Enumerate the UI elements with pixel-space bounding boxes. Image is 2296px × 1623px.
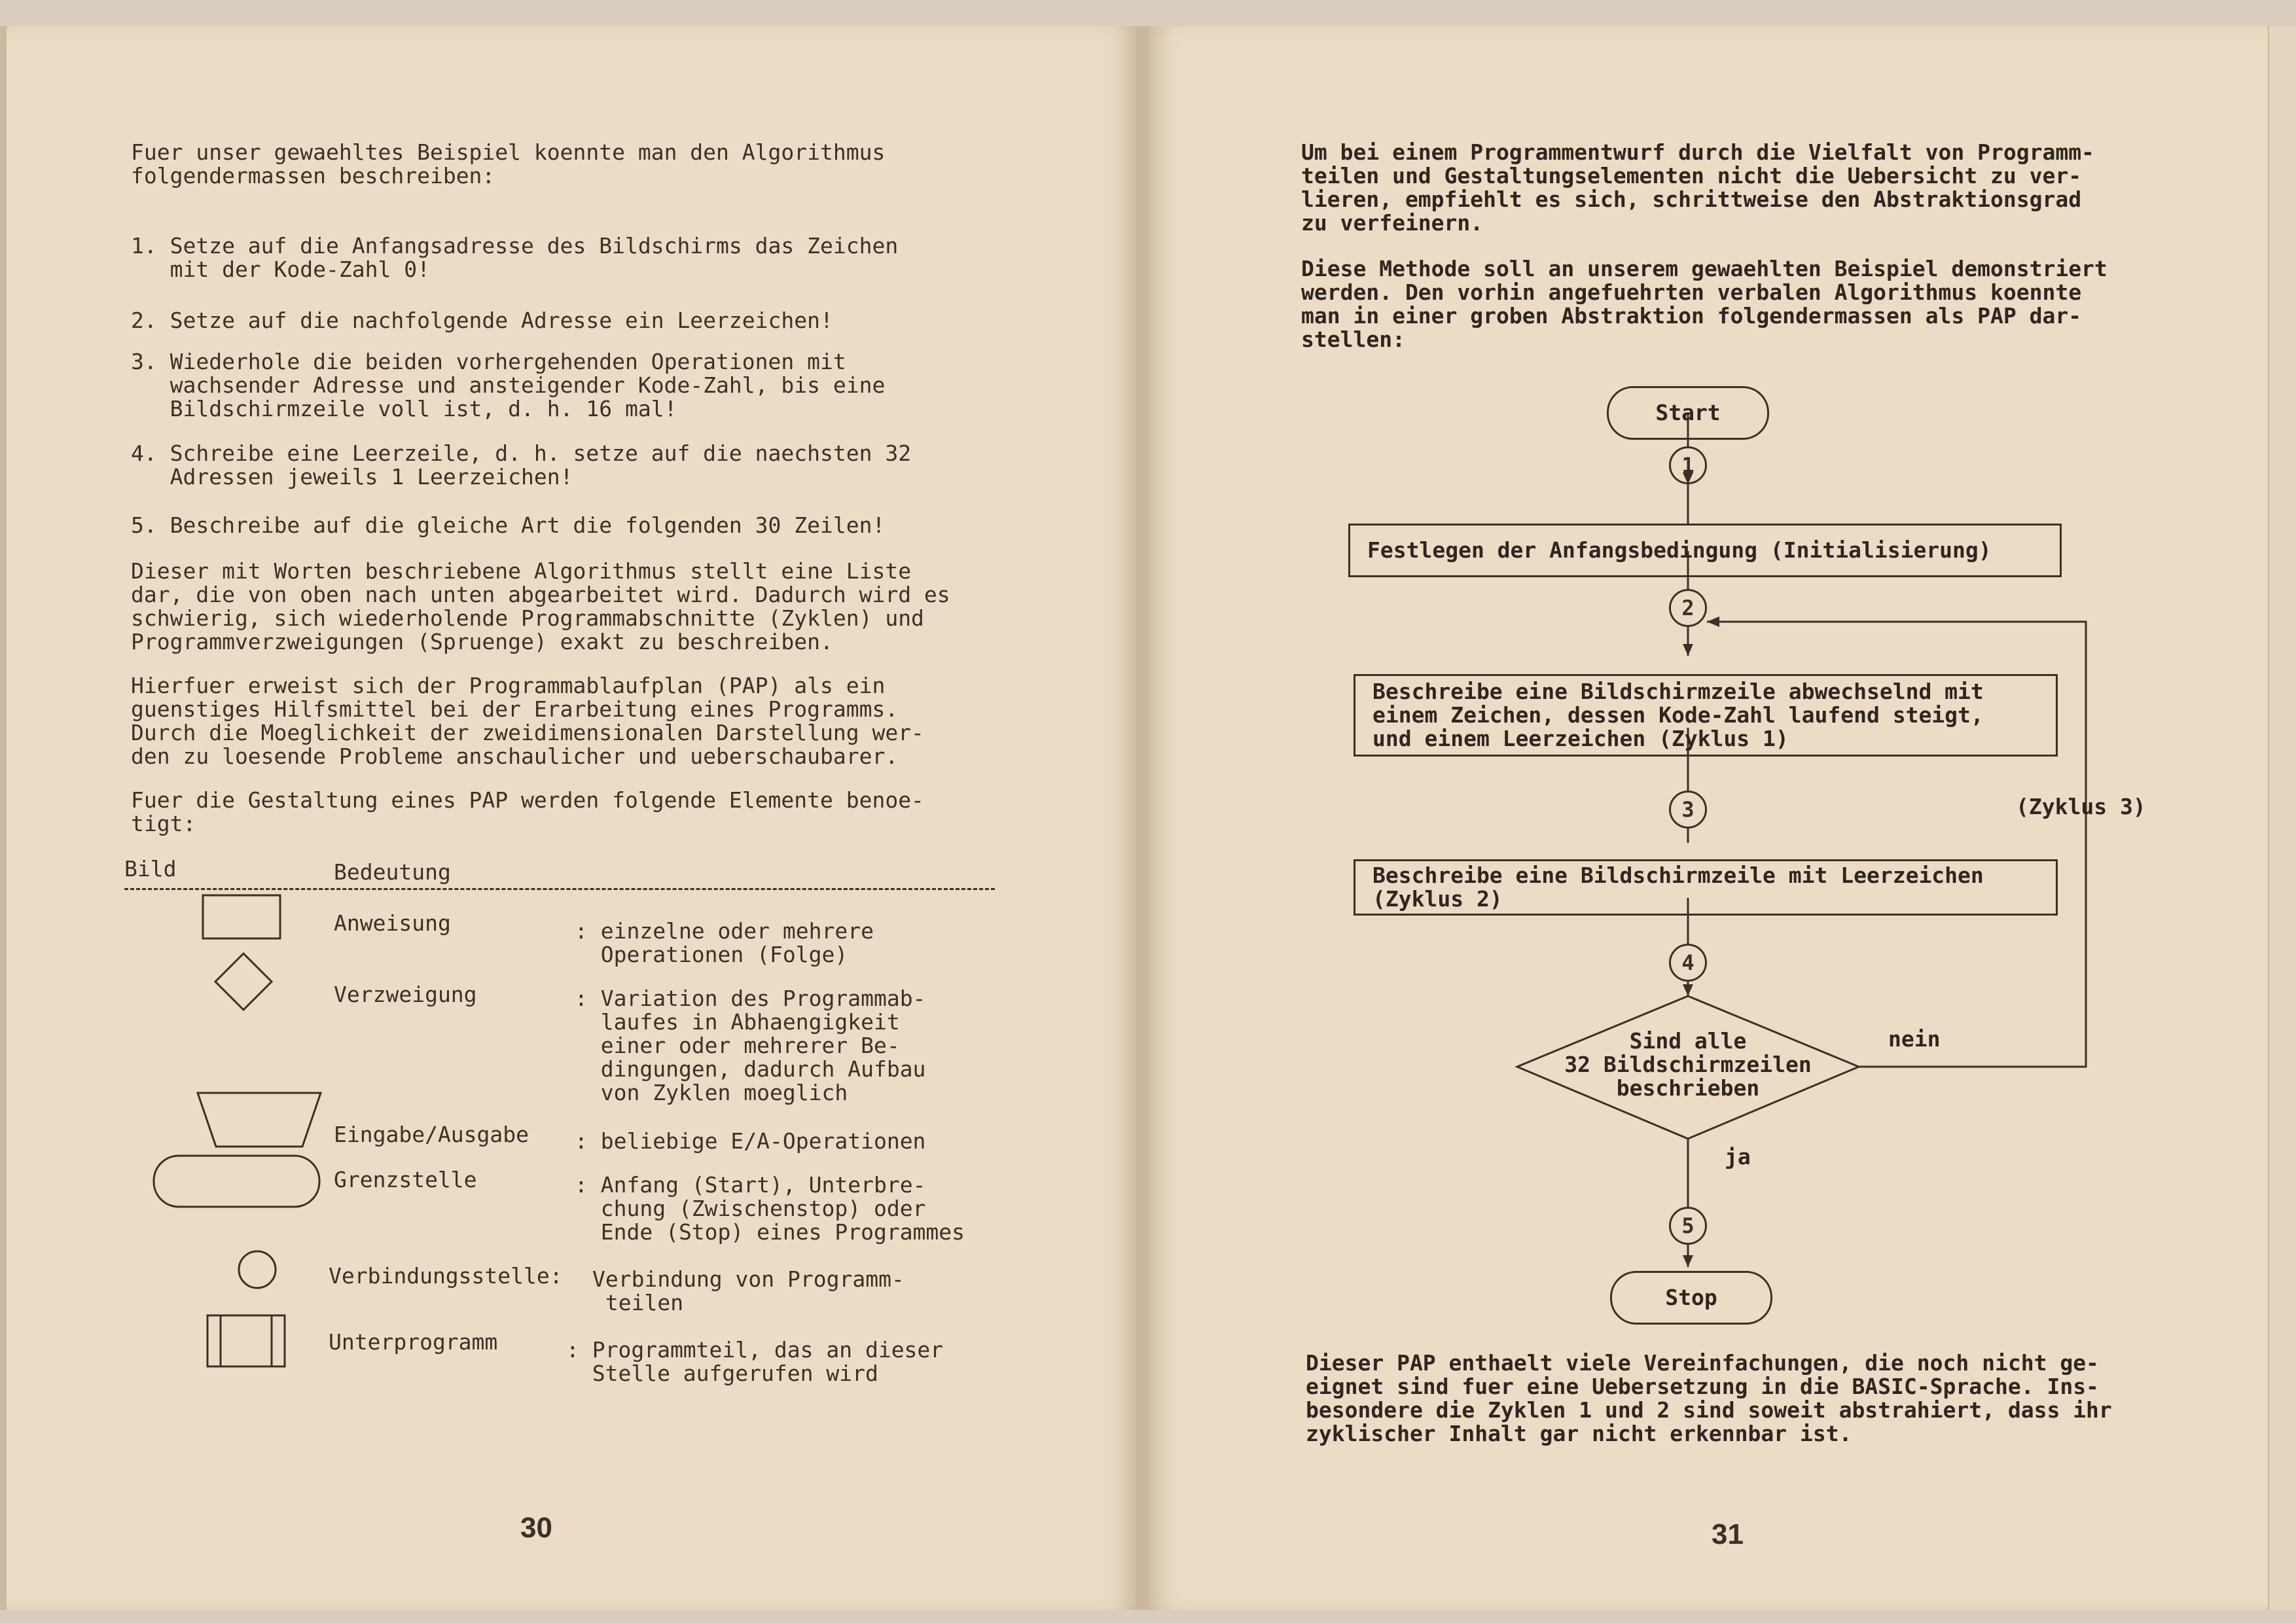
legend-name-eingabe-ausgabe: Eingabe/Ausgabe <box>334 1122 529 1147</box>
page-number-left: 30 <box>520 1512 552 1544</box>
start-label: Start <box>1655 400 1721 425</box>
process-zyklus-1 <box>1354 674 2058 757</box>
legend-desc-grenzstelle: : Anfang (Start), Unterbre- chung (Zwischenstop) oder Ende (Stop) eines Programmes <box>575 1172 965 1245</box>
legend-header-bild: Bild <box>124 856 177 882</box>
loop-label: (Zyklus 3) <box>2016 794 2146 819</box>
connector-2 <box>1669 589 1707 627</box>
rounded-rectangle-symbol <box>154 1156 319 1207</box>
circle-symbol <box>239 1251 276 1288</box>
page-number-right: 31 <box>1712 1518 1744 1550</box>
legend-desc-verbindungsstelle: Verbindung von Programm- teilen <box>592 1266 905 1315</box>
page-stack-edge <box>0 26 7 1610</box>
intro-text: Fuer unser gewaehltes Beispiel koennte man den Algorithmus folgendermassen beschreiben: <box>131 139 886 188</box>
legend-name-anweisung: Anweisung <box>334 910 451 936</box>
process-zyklus-2 <box>1354 859 2058 916</box>
step-5: 5. Beschreibe auf die gleiche Art die folgenden 30 Zeilen! <box>131 512 886 538</box>
stop-terminal <box>1610 1271 1772 1325</box>
diamond-symbol <box>215 954 272 1010</box>
right-page <box>1149 26 2268 1610</box>
connector-3-label: 3 <box>1681 797 1695 822</box>
trapezoid-symbol <box>198 1093 321 1147</box>
legend-name-grenzstelle: Grenzstelle <box>334 1167 477 1192</box>
paragraph-abstraction: Um bei einem Programmentwurf durch die Vielfalt von Programm- teilen und Gestaltungselementen nicht die Uebersicht zu ver- lieren, empfiehlt es sich, schrittweise den Abstraktionsgrad zu verfeinern. <box>1301 139 2094 236</box>
step-4: 4. Schreibe eine Leerzeile, d. h. setze auf die naechsten 32 Adressen jeweils 1 Leerzeichen! <box>131 440 912 490</box>
legend-desc-eingabe-ausgabe: : beliebige E/A-Operationen <box>575 1128 926 1154</box>
connector-3 <box>1669 791 1707 829</box>
paragraph-pap: Hierfuer erweist sich der Programmablaufplan (PAP) als ein guenstiges Hilfsmittel bei der Erarbeitung eines Programms. Durch die Moeglichkeit der zweidimensionalen Darstellung wer- den zu loesende Probleme anschaulicher und ueberschaubarer. <box>131 673 924 769</box>
paragraph-method: Diese Methode soll an unserem gewaehlten Beispiel demonstriert werden. Den vorhin angefuehrten verbalen Algorithmus koennte man in einer groben Abstraktion folgendermassen als PAP dar- stellen: <box>1301 256 2108 352</box>
process-initialization <box>1348 524 2062 577</box>
process-zyklus-2-label: Beschreibe eine Bildschirmzeile mit Leerzeichen (Zyklus 2) <box>1372 863 1984 912</box>
connector-1-label: 1 <box>1681 453 1695 478</box>
legend-desc-anweisung: : einzelne oder mehrere Operationen (Folge) <box>575 918 874 967</box>
step-3: 3. Wiederhole die beiden vorhergehenden Operationen mit wachsender Adresse und ansteigender Kode-Zahl, bis eine Bildschirmzeile voll ist, d. h. 16 mal! <box>131 349 886 421</box>
legend-name-unterprogramm: Unterprogramm <box>329 1329 498 1355</box>
connector-2-label: 2 <box>1681 596 1695 620</box>
no-label: nein <box>1888 1026 1941 1052</box>
step-2: 2. Setze auf die nachfolgende Adresse ein Leerzeichen! <box>131 308 833 333</box>
rectangle-symbol <box>203 895 280 938</box>
process-zyklus-1-label: Beschreibe eine Bildschirmzeile abwechselnd mit einem Zeichen, dessen Kode-Zahl laufend steigt, und einem Leerzeichen (Zyklus 1) <box>1372 679 1984 751</box>
connector-1 <box>1669 446 1707 484</box>
legend-name-verzweigung: Verzweigung <box>334 982 477 1007</box>
connector-4 <box>1669 944 1707 982</box>
yes-label: ja <box>1725 1144 1751 1169</box>
legend-desc-unterprogramm: : Programmteil, das an dieser Stelle aufgerufen wird <box>566 1337 944 1386</box>
process-initialization-label: Festlegen der Anfangsbedingung (Initialisierung) <box>1367 537 1992 563</box>
page-stack-edge-right <box>2268 26 2296 1610</box>
paragraph-elements: Fuer die Gestaltung eines PAP werden folgende Elemente benoe- tigt: <box>131 787 924 836</box>
left-page <box>7 26 1136 1610</box>
paragraph-algorithm: Dieser mit Worten beschriebene Algorithmus stellt eine Liste dar, die von oben nach unten abgearbeitet wird. Dadurch wird es schwierig, sich wiederholende Programmabschnitte (Zyklen) und Programmverzweigungen (Spruenge) exakt zu beschreiben. <box>131 558 950 654</box>
stop-label: Stop <box>1665 1285 1717 1310</box>
legend-header-bedeutung: Bedeutung <box>334 859 451 885</box>
paragraph-simplifications: Dieser PAP enthaelt viele Vereinfachungen, die noch nicht ge- eignet sind fuer eine Uebersetzung in die BASIC-Sprache. Ins- besondere die Zyklen 1 und 2 sind soweit abstrahiert, dass ihr zyklischer Inhalt gar nicht erkennbar ist. <box>1306 1350 2112 1446</box>
step-1: 1. Setze auf die Anfangsadresse des Bildschirms das Zeichen mit der Kode-Zahl 0! <box>131 233 899 282</box>
start-terminal <box>1607 386 1769 440</box>
connector-5-label: 5 <box>1681 1213 1695 1238</box>
book-gutter <box>1136 26 1149 1610</box>
connector-5 <box>1669 1207 1707 1245</box>
connector-4-label: 4 <box>1681 950 1695 975</box>
legend-name-verbindungsstelle: Verbindungsstelle: <box>329 1263 563 1289</box>
decision-label: Sind alle 32 Bildschirmzeilen beschrieben <box>1564 1028 1812 1101</box>
subroutine-symbol <box>207 1315 285 1366</box>
legend-desc-verzweigung: : Variation des Programmab- laufes in Abhaengigkeit einer oder mehrerer Be- dingungen, dadurch Aufbau von Zyklen moeglich <box>575 986 926 1105</box>
